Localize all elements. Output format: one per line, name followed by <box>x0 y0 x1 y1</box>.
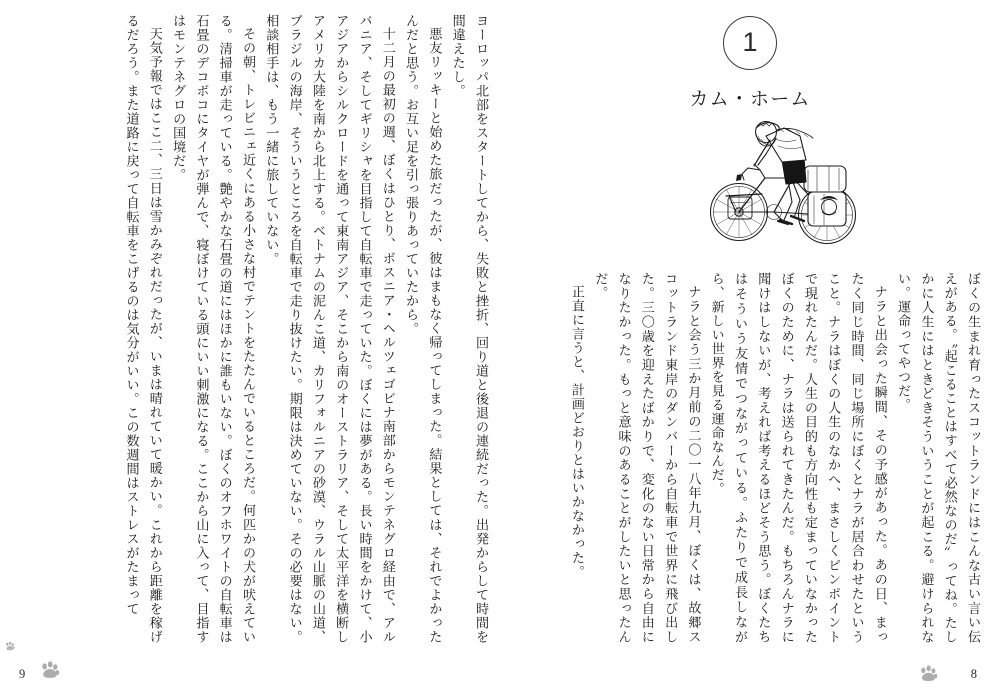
chapter-title: カム・ホーム <box>689 88 811 110</box>
paragraph: 悪友リッキーと始めた旅だったが、彼はまもなく帰ってしまった。結果としては、それでよかったんだと思う。お互い足を引っ張りあっていたから。 <box>403 14 442 644</box>
paragraph: ヨーロッパ北部をスタートしてから、失敗と挫折、回り道と後退の連続だった。出発からして時間を間違えたし。 <box>449 14 488 644</box>
paragraph: 十二月の最初の週、ぼくはひとり、ボスニア・ヘルツェゴビナ南部からモンテネグロ経由で、アルバニア、そしてギリシャを目指して自転車で走っていた。ぼくには夢がある。長い時間をかけて、小アジアからシルクロードを通って東南アジア、そこから南のオーストラリア、そして太平洋を横断しアメリカ大陸を南から北上する。ベトナムの泥んこ道、カリフォルニアの砂漠、ウラル山脈の山道、ブラジルの海岸、そういうところを自転車で走り抜けたい。期限は決めていない。その必要はない。相談相手は、もう一緒に旅していない。 <box>263 14 395 644</box>
page-number-left: 9 <box>19 667 26 681</box>
chapter-number: 1 <box>742 26 758 57</box>
chapter-header <box>500 8 1000 111</box>
paragraph: ぼくの生まれ育ったスコットランドにはこんな古い言い伝えがある。〝起こることはすべて必然なのだ〟ってね。たしかに人生にはときどきそういうことが起こる。避けられない。運命ってやつだ。 <box>895 272 980 644</box>
right-page-body-text <box>516 272 984 644</box>
right-page <box>500 0 1000 700</box>
page-number-right: 8 <box>970 667 977 681</box>
paragraph: 天気予報ではここ二、三日は雪かみぞれだったが、いまは晴れていて暖かい。これから距離を稼げるだろう。また道路に戻って自転車をこげるのは気分がいい。この数週間はストレスがたまって <box>123 14 162 644</box>
left-page-body-text <box>8 14 492 644</box>
chapter-number-circle <box>723 16 777 70</box>
paw-print-icon <box>39 660 60 681</box>
paw-print-icon <box>4 641 15 652</box>
paw-print-icon <box>918 664 938 684</box>
cyclist-bicycle-illustration <box>696 108 886 258</box>
paragraph: ナラと会う三か月前の二〇一八年九月、ぼくは、故郷スコットランド東岸のダンバーから自転車で世界に飛び出した。三〇歳を迎えたばかりで、変化のない日常から自由になりたかった。もっと意味のあることがしたいと思ったんだ。 <box>592 272 701 644</box>
paragraph: ナラと出会った瞬間、その予感があった。あの日、まったく同じ時間、同じ場所にぼくとナラが居合わせたということ。ナラはぼくの人生のなかへ、まさしくピンポイントで現れたんだ。人生の目的も方向性も定まっていなかったぼくのために、ナラは送られてきたんだ。もちろんナラに聞けはしないが、考えれば考えるほどそう思う。ぼくたちはそういう友情でつながっている。ふたりで成長しながら、新しい世界を見る運命なんだ。 <box>708 272 887 644</box>
paragraph: その朝、トレビニェ近くにある小さな村でテントをたたんでいるところだ。何匹かの犬が吠えている。清掃車が走っている。艶やかな石畳の道にはほかに誰もいない。ぼくのオフホワイトの自転車は石畳のデコボコにタイヤが弾んで、寝ぼけている頭にいい刺激になる。ここから山に入って、目指すはモンテネグロの国境だ。 <box>170 14 256 644</box>
paragraph: 正直に言うと、計画どおりとはいかなかった。 <box>568 285 584 580</box>
